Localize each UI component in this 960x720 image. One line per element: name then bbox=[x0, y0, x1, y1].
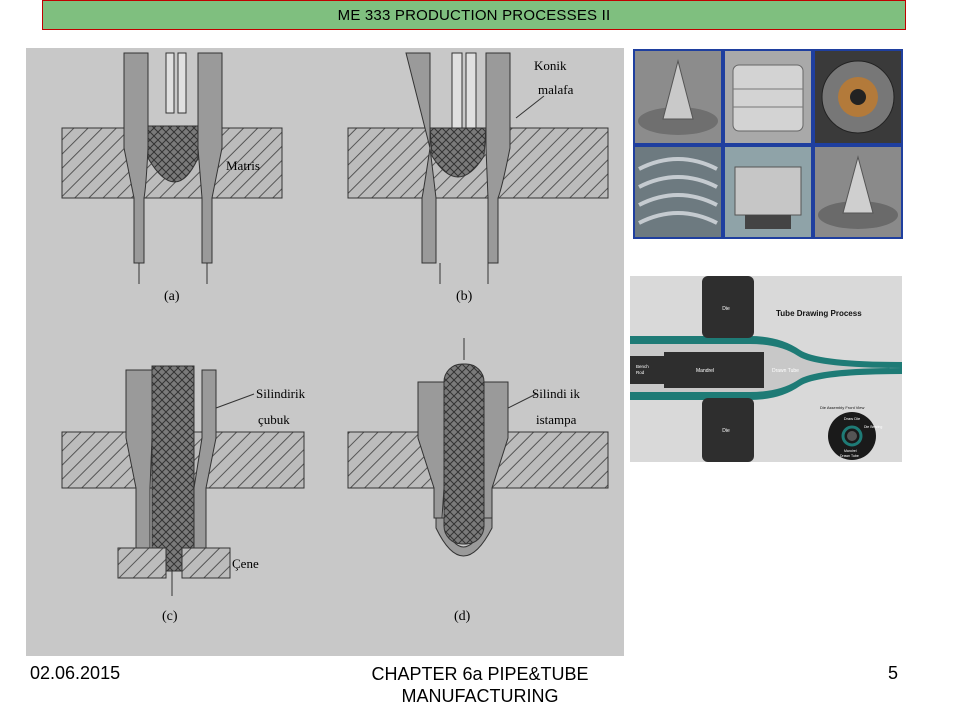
label-front-view: Die Assembly Front View bbox=[820, 405, 865, 410]
label-bench: Bench bbox=[636, 364, 649, 369]
tube-drawing-process-diagram bbox=[630, 276, 902, 462]
process-svg bbox=[630, 276, 902, 462]
footer-date: 02.06.2015 bbox=[30, 663, 121, 683]
diagram-title: Tube Drawing Process bbox=[776, 309, 862, 318]
photo-cone-die-2 bbox=[815, 147, 901, 237]
label-draw-die: Draw Die bbox=[843, 416, 861, 421]
sketch-svg bbox=[26, 48, 624, 656]
label-malafa: malafa bbox=[538, 82, 574, 97]
footer-chapter bbox=[340, 663, 620, 707]
label-die-bearing: Die Bearing bbox=[864, 425, 883, 429]
photo-drawing-machine bbox=[725, 147, 811, 237]
label-die-bottom: Die bbox=[722, 428, 730, 434]
photo-tube-coil bbox=[635, 147, 721, 237]
photo-cone-die-1 bbox=[635, 51, 721, 143]
label-konik: Konik bbox=[534, 58, 567, 73]
label-rod: Rod bbox=[636, 370, 645, 375]
tube-drawing-sketch-figure bbox=[26, 48, 624, 656]
footer-chapter-line1: CHAPTER 6a PIPE&TUBE bbox=[371, 664, 589, 684]
label-silindi-ik: Silindi ik bbox=[532, 386, 581, 401]
label-die-top: Die bbox=[722, 306, 730, 312]
label-matris: Matris bbox=[226, 158, 260, 173]
photo-grid-svg bbox=[633, 49, 903, 239]
label-drawn-tube-small: Drawn Tube bbox=[840, 454, 859, 458]
label-d: (d) bbox=[454, 609, 471, 624]
label-b: (b) bbox=[456, 289, 473, 304]
label-istampa: istampa bbox=[536, 412, 577, 427]
photo-flange-ring bbox=[815, 51, 901, 143]
label-cene: Çene bbox=[232, 556, 259, 571]
label-a: (a) bbox=[164, 289, 180, 304]
photo-cylinder-housing bbox=[725, 51, 811, 143]
footer-page-number: 5 bbox=[887, 663, 898, 683]
tooling-photo-grid bbox=[633, 49, 903, 239]
course-title: ME 333 PRODUCTION PROCESSES II bbox=[337, 6, 611, 24]
label-drawn-tube: Drawn Tube bbox=[772, 368, 799, 374]
label-mandrel: Mandrel bbox=[696, 368, 715, 374]
label-c: (c) bbox=[162, 609, 178, 624]
course-title-bar bbox=[42, 0, 906, 30]
footer-chapter-line2: MANUFACTURING bbox=[401, 686, 559, 706]
label-cubuk: çubuk bbox=[258, 412, 290, 427]
label-mandrel-small: Mandrel bbox=[844, 449, 857, 453]
label-silindirik: Silindirik bbox=[256, 386, 306, 401]
